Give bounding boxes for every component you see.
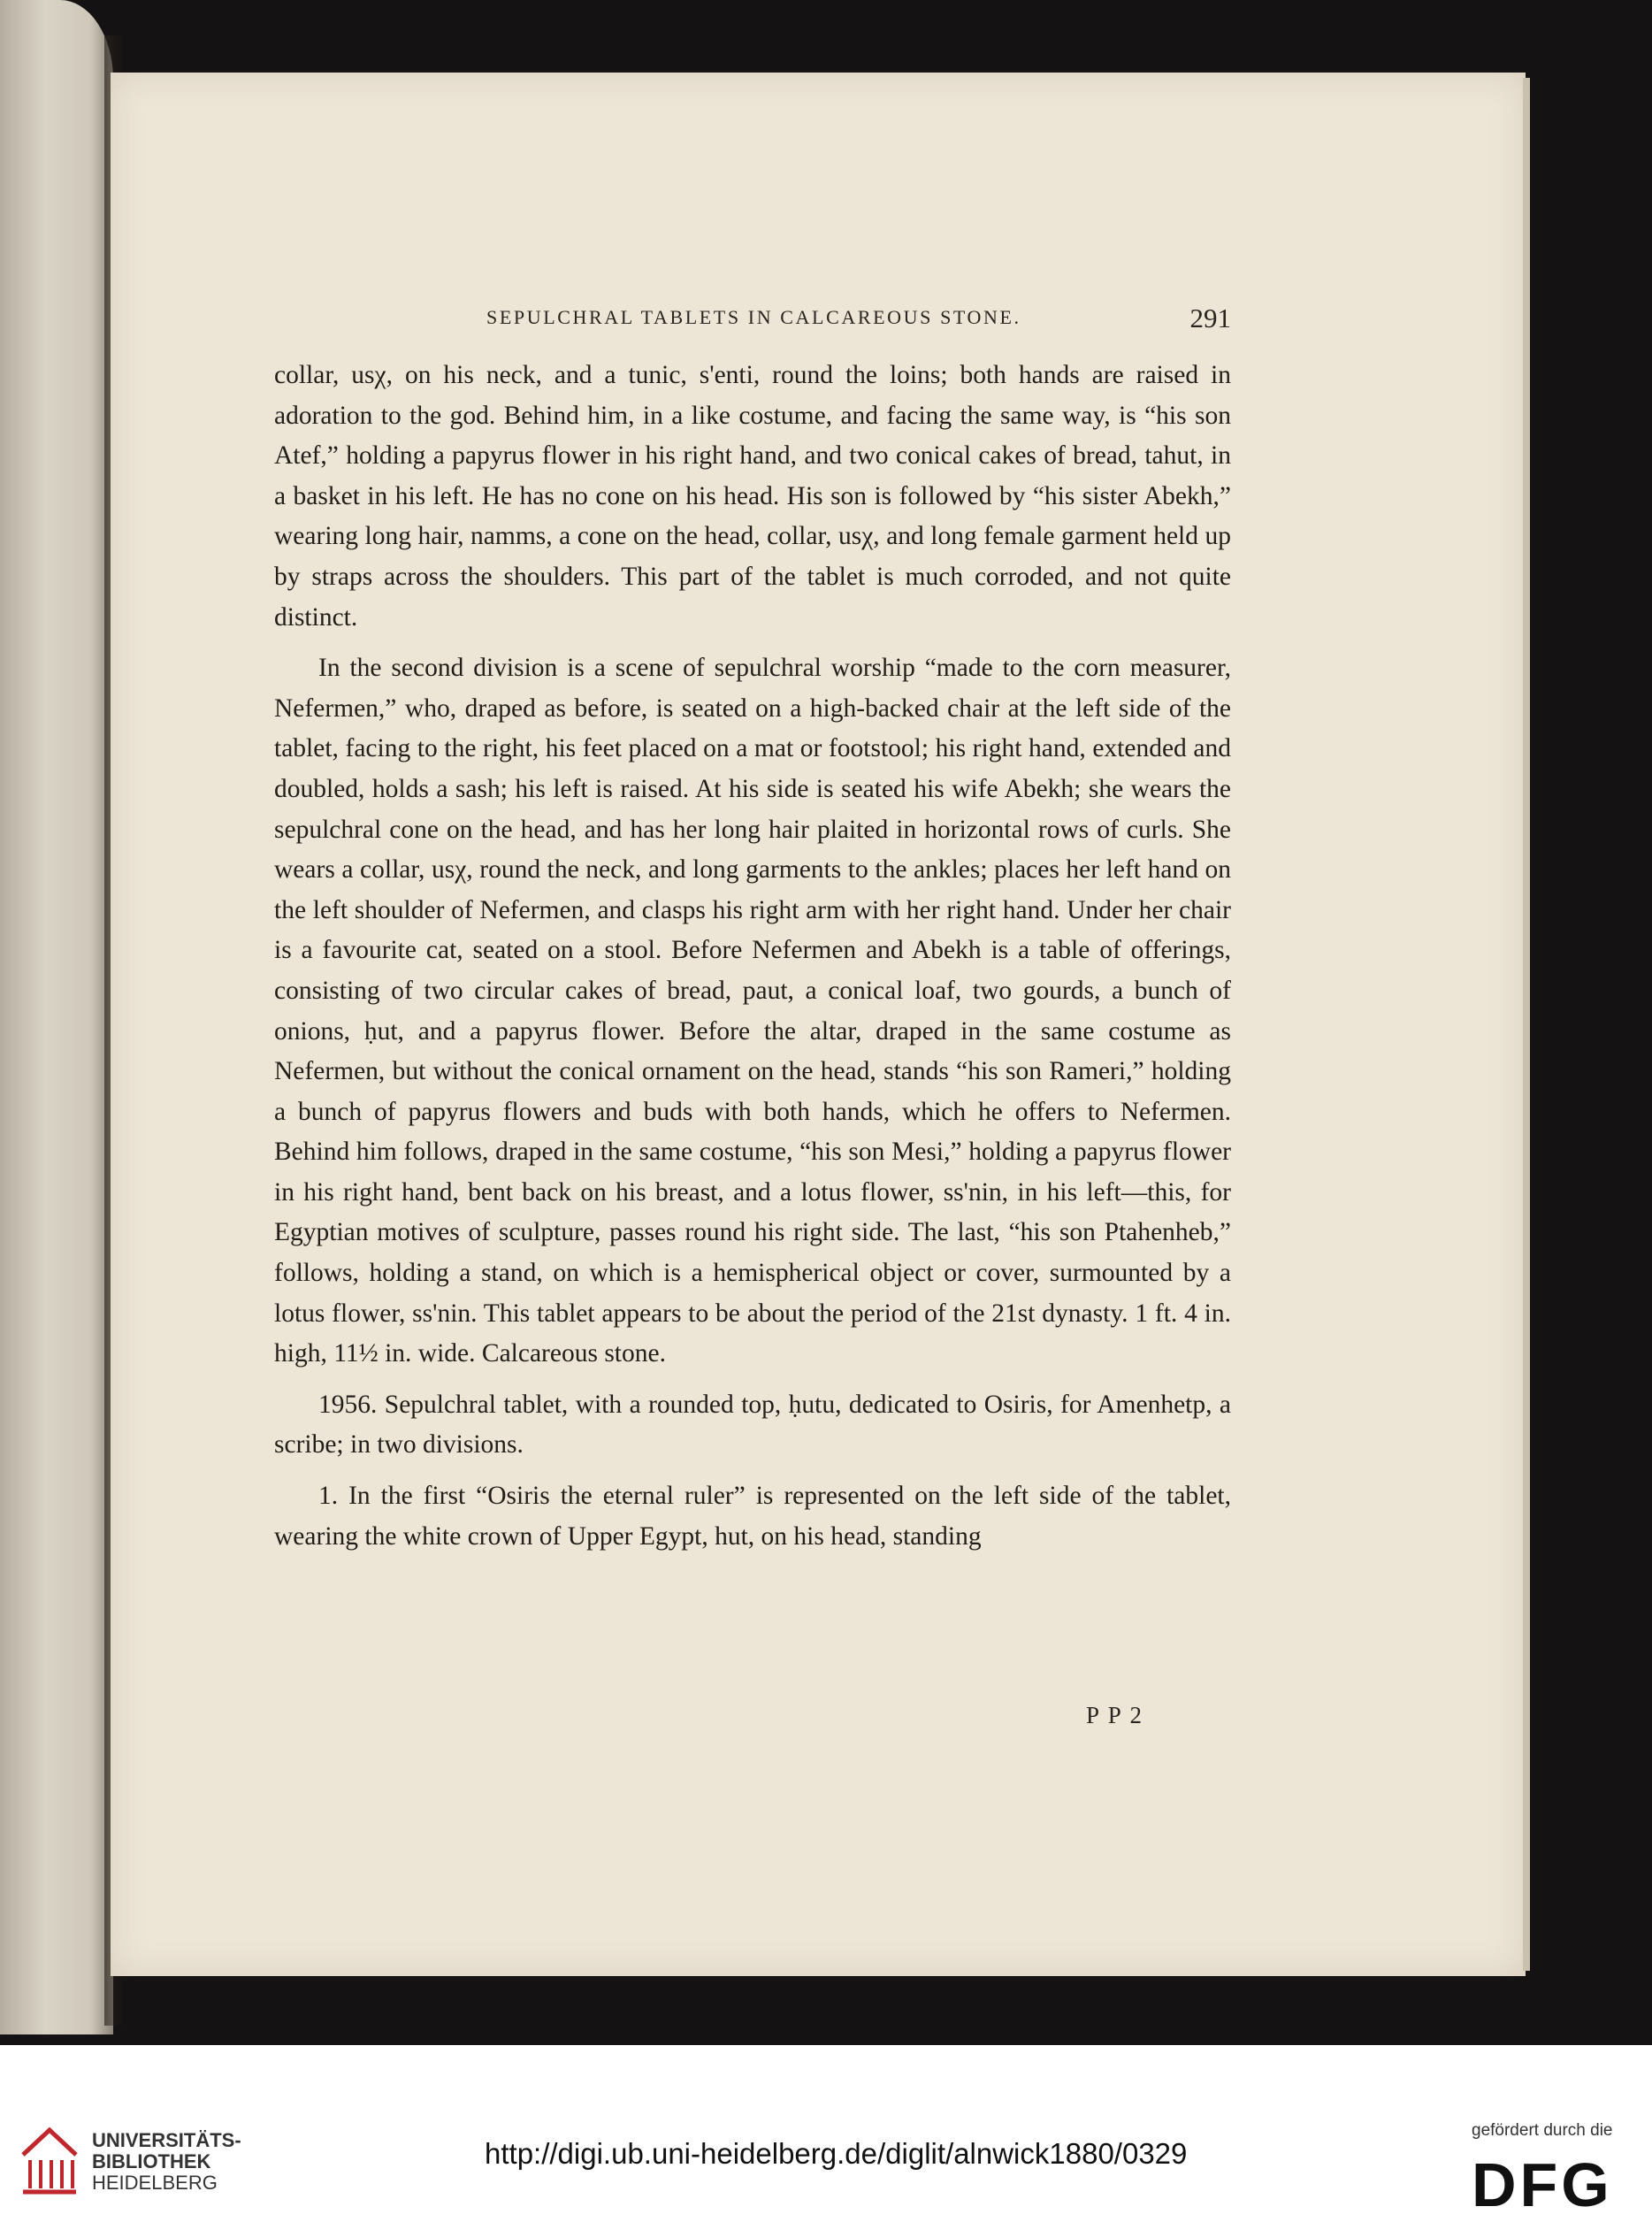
running-header-title: SEPULCHRAL TABLETS IN CALCAREOUS STONE. bbox=[486, 306, 1021, 328]
paragraph-3: 1956. Sepulchral tablet, with a rounded top, ḥutu, dedicated to Osiris, for Amenhetp, a scribe; in two divisions. bbox=[274, 1390, 1231, 1460]
page-number: 291 bbox=[1189, 303, 1231, 333]
library-name-line3: HEIDELBERG bbox=[92, 2172, 218, 2194]
left-page-edge bbox=[0, 0, 113, 2034]
body-text bbox=[274, 356, 1231, 1557]
paragraph-2: In the second division is a scene of sepulchral worship “made to the corn measurer, Nefermen,” who, draped as before, is seated on a high-backed chair at the left side of the tablet, facing to the right, his feet placed on a mat or footstool; his right hand, extended and doubled, holds a sash; his left is raised. At his side is seated his wife Abekh; she wears the sepulchral cone on the head, and has her long hair plaited in horizontal rows of curls. She wears a collar, usχ, round the neck, and long garments to the ankles; places her left hand on the left shoulder of Nefermen, and clasps his right arm with her right hand. Under her chair is a favourite cat, seated on a stool. Before Nefermen and Abekh is a table of offerings, consisting of two circular cakes of bread, paut, a conical loaf, two gourds, a bunch of onions, ḥut, and a papyrus flower. Before the altar, draped in the same costume as Nefermen, but without the conical ornament on the head, stands “his son Rameri,” holding a bunch of papyrus flowers and buds with both hands, which he offers to Nefermen. Behind him follows, draped in the same costume, “his son Mesi,” holding a papyrus flower in his right hand, bent back on his breast, and a lotus flower, ss'nin, in his left—this, for Egyptian motives of sculpture, passes round his right side. The last, “his son Ptahenheb,” follows, holding a stand, on which is a hemispherical object or cover, surmounted by a lotus flower, ss'nin. This tablet appears to be about the period of the 21st dynasty. 1 ft. 4 in. high, 11½ in. wide. Calcareous stone. bbox=[274, 654, 1231, 1368]
funding-caption: gefördert durch die bbox=[1472, 2121, 1613, 2140]
library-name bbox=[92, 2130, 241, 2194]
dfg-logo: DFG bbox=[1472, 2150, 1613, 2219]
university-library-logo-icon bbox=[18, 2125, 81, 2195]
signature-mark: P P 2 bbox=[1086, 1702, 1144, 1728]
library-name-line1: UNIVERSITÄTS- bbox=[92, 2129, 241, 2151]
paragraph-4: 1. In the first “Osiris the eternal ruler” is represented on the left side of the tablet, wearing the white crown of Upper Egypt, hut, on his head, standing bbox=[274, 1482, 1231, 1551]
library-name-line2: BIBLIOTHEK bbox=[92, 2150, 211, 2172]
source-url-link[interactable]: http://digi.ub.uni-heidelberg.de/diglit/alnwick1880/0329 bbox=[485, 2137, 1188, 2170]
paragraph-1: collar, usχ, on his neck, and a tunic, s'enti, round the loins; both hands are raised in adoration to the god. Behind him, in a like costume, and facing the same way, is “his son Atef,” holding a papyrus flower in his right hand, and two conical cakes of bread, tahut, in a basket in his left. He has no cone on his head. His son is followed by “his sister Abekh,” wearing long hair, namms, a cone on the head, collar, usχ, and long female garment held up by straps across the shoulders. This part of the tablet is much corroded, and not quite distinct. bbox=[274, 361, 1231, 632]
running-header bbox=[274, 303, 1231, 338]
footer-bar bbox=[0, 2045, 1652, 2222]
page-edge bbox=[1523, 78, 1530, 1971]
